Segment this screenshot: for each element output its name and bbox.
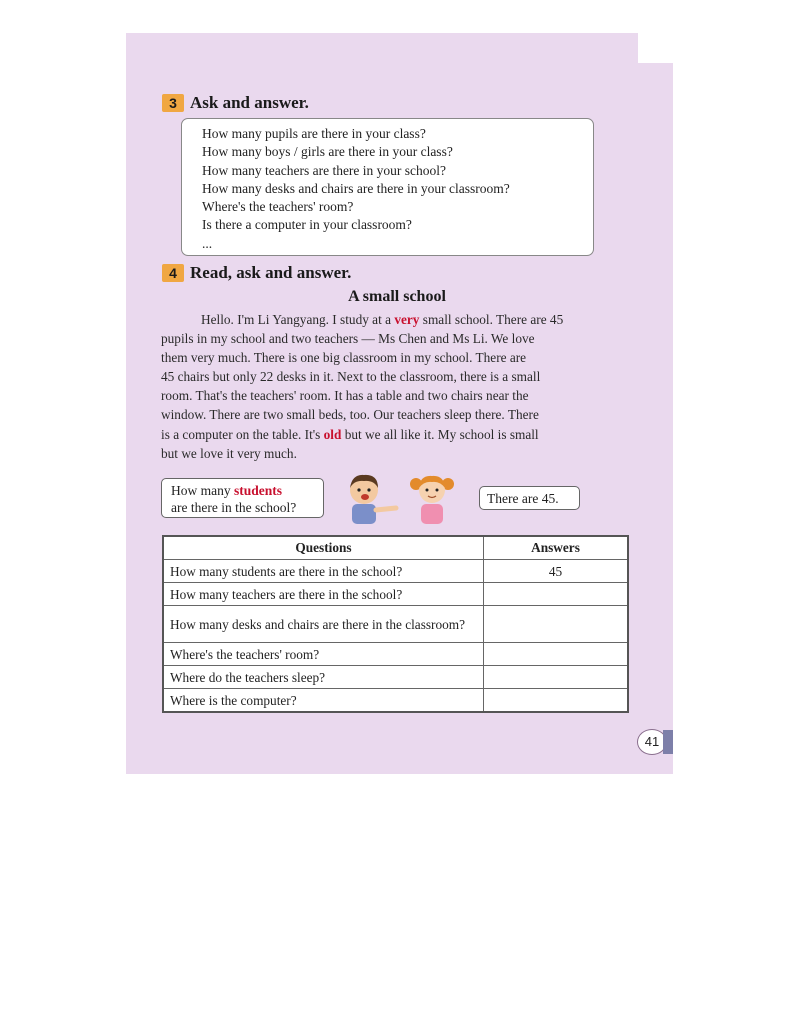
- highlighted-word: old: [323, 426, 342, 442]
- question-cell: Where do the teachers sleep?: [163, 666, 484, 689]
- question-line: Is there a computer in your classroom?: [202, 217, 412, 233]
- questions-column-header: Questions: [163, 536, 484, 560]
- answer-cell: [484, 606, 629, 643]
- story-text-part: room. That's the teachers' room. It has a table and two chairs near the: [161, 388, 529, 404]
- story-line: [161, 329, 635, 348]
- bubble-question-prefix: How many: [171, 483, 234, 498]
- bubble-answer-text: There are 45.: [487, 491, 559, 506]
- story-text-part: 45 chairs but only 22 desks in it. Next to the classroom, there is a small: [161, 369, 541, 385]
- section-4-title: Read, ask and answer.: [190, 263, 352, 282]
- story-line: [161, 310, 635, 329]
- answer-cell: [484, 666, 629, 689]
- story-text-part: them very much. There is one big classroom in my school. There are: [161, 350, 527, 366]
- story-text: [161, 310, 635, 463]
- table-row: [163, 666, 628, 689]
- questions-answers-table: [162, 535, 629, 713]
- table-row: [163, 643, 628, 666]
- page-corner: [638, 33, 673, 63]
- story-line: [161, 425, 635, 444]
- answer-cell: [484, 689, 629, 713]
- question-line: How many teachers are there in your school?: [202, 162, 447, 178]
- story-text-part: but we all like it. My school is small: [341, 426, 539, 442]
- story-text-part: window. There are two small beds, too. Our teachers sleep there. There: [161, 407, 539, 423]
- answers-column-header: Answers: [484, 536, 629, 560]
- question-line: How many pupils are there in your class?: [202, 126, 426, 141]
- story-text-part: pupils in my school and two teachers — Ms Chen and Ms Li. We love: [161, 331, 535, 347]
- story-text-part: but we love it very much.: [161, 445, 297, 461]
- section-3-number: 3: [162, 94, 184, 112]
- boy-illustration: [340, 470, 402, 526]
- section-4-heading: [162, 263, 351, 283]
- story-text-part: Hello. I'm Li Yangyang. I study at a: [201, 312, 395, 327]
- story-line: [161, 444, 635, 463]
- question-line: How many desks and chairs are there in your classroom?: [202, 180, 510, 196]
- question-cell: How many desks and chairs are there in the classroom?: [163, 606, 484, 643]
- story-text-part: is a computer on the table. It's: [161, 426, 324, 442]
- question-line: ...: [202, 235, 213, 251]
- story-text-part: small school. There are 45: [419, 312, 564, 327]
- answer-cell: [484, 643, 629, 666]
- question-cell: How many students are there in the school?: [163, 560, 484, 583]
- question-cell: Where is the computer?: [163, 689, 484, 713]
- girl-illustration: [408, 468, 456, 526]
- question-line: How many boys / girls are there in your class?: [202, 144, 453, 160]
- page-edge-tab: [663, 730, 673, 754]
- table-row: [163, 606, 628, 643]
- answer-speech-bubble: [479, 486, 580, 510]
- page-number: 41: [637, 729, 667, 755]
- story-line: [161, 348, 635, 367]
- question-speech-bubble: [161, 478, 324, 518]
- table-row: [163, 560, 628, 583]
- questions-box: [181, 118, 594, 256]
- question-line: Where's the teachers' room?: [202, 199, 354, 215]
- section-3-title: Ask and answer.: [190, 93, 309, 112]
- story-line: [161, 405, 635, 424]
- section-3-heading: [162, 93, 309, 113]
- answer-cell: 45: [484, 560, 629, 583]
- highlighted-word: very: [394, 312, 420, 327]
- table-header-row: [163, 536, 628, 560]
- section-4-number: 4: [162, 264, 184, 282]
- bubble-question-highlight: students: [234, 483, 283, 498]
- story-line: [161, 386, 635, 405]
- story-line: [161, 367, 635, 386]
- story-title: A small school: [348, 288, 446, 305]
- question-cell: Where's the teachers' room?: [163, 643, 484, 666]
- table-row: [163, 689, 628, 713]
- table-row: [163, 583, 628, 606]
- answer-cell: [484, 583, 629, 606]
- question-cell: How many teachers are there in the school?: [163, 583, 484, 606]
- bubble-question-suffix: are there in the school?: [171, 500, 297, 515]
